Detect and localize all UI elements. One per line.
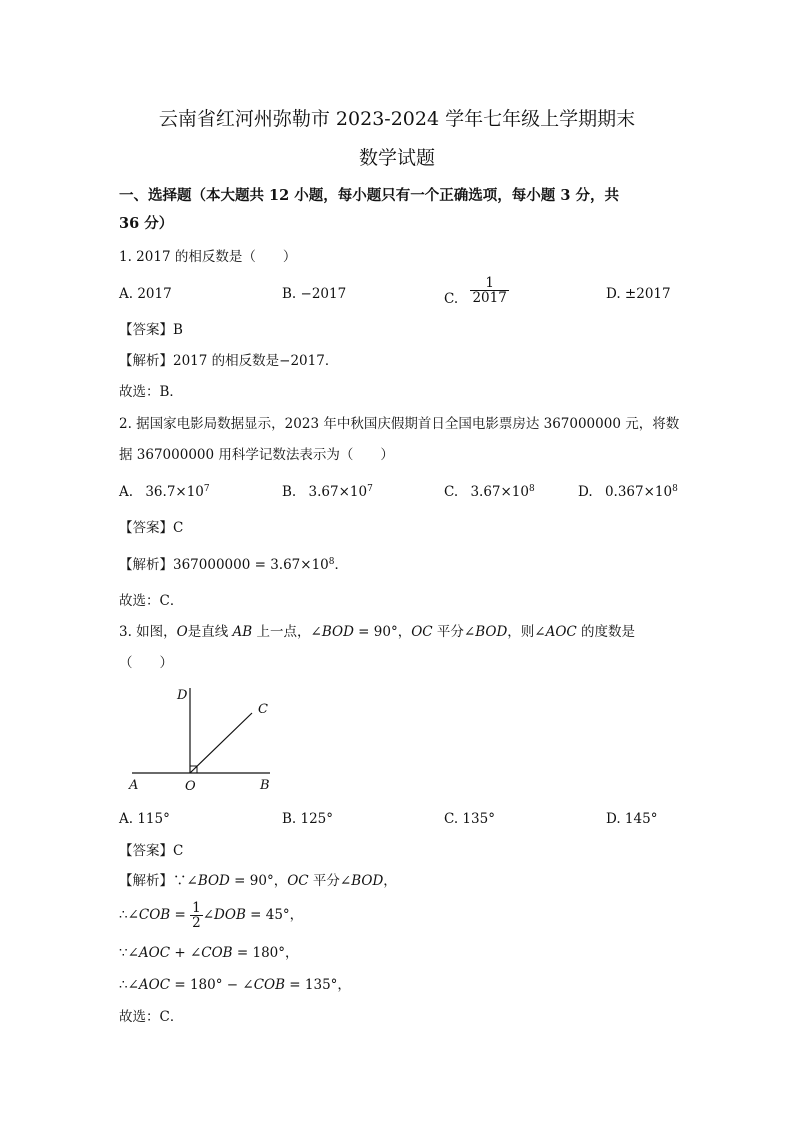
q1-conclusion: 故选：B． (119, 384, 183, 400)
q1-stem: 1. 2017 的相反数是（ ） (119, 249, 297, 265)
q3-analysis-line1 (119, 872, 397, 890)
analysis-text: 平分∠ (308, 873, 352, 889)
q1-option-c-denominator: 2017 (472, 290, 507, 306)
q2-analysis-exponent: 8 (328, 557, 335, 567)
analysis-text: ∴∠ (119, 977, 139, 993)
q2-answer: 【答案】C (119, 520, 184, 536)
q1-analysis: 【解析】2017 的相反数是−2017． (119, 353, 339, 369)
q1-option-d: D. ±2017 (606, 286, 671, 302)
angle-dob: DOB (214, 907, 246, 923)
q2-option-b-label: B. (282, 484, 297, 500)
section-heading-line1: 一、选择题（本大题共 12 小题，每小题只有一个正确选项，每小题 3 分，共 (119, 187, 619, 204)
angle-cob: COB (138, 907, 171, 923)
document-title-line1: 云南省红河州弥勒市 2023-2024 学年七年级上学期期末 (158, 108, 636, 130)
ray-oc (190, 713, 252, 773)
q2-conclusion: 故选：C． (119, 593, 184, 609)
q2-analysis-end: ． (334, 557, 348, 573)
q2-option-a-label: A. (119, 484, 134, 500)
angle-bod: BOD (351, 873, 384, 889)
q3-stem-angle-aoc: AOC (545, 624, 577, 640)
q3-analysis-line2 (119, 900, 303, 930)
q2-option-d-expr: 0.367×10 (604, 484, 673, 500)
angle-aoc: AOC (138, 977, 171, 993)
q3-stem-point-o: O (176, 624, 188, 640)
analysis-text: ∵∠ (119, 945, 139, 961)
q2-option-a (119, 483, 210, 501)
q3-stem-angle-bod: BOD (321, 624, 354, 640)
angle-aoc: AOC (138, 945, 171, 961)
half-fraction (190, 901, 203, 930)
q1-option-b: B. −2017 (282, 286, 347, 302)
q2-option-b (282, 483, 373, 501)
label-a: A (129, 778, 139, 793)
q3-option-b: B. 125° (282, 811, 334, 827)
q2-option-a-expr: 36.7×10 (145, 484, 204, 500)
label-c: C (258, 702, 268, 717)
q3-option-c: C. 135° (444, 811, 495, 827)
analysis-text: = (170, 907, 191, 923)
q2-analysis-expr: 367000000 = 3.67×10 (173, 557, 329, 573)
analysis-text: = 135°， (285, 977, 351, 993)
analysis-text: + ∠ (170, 945, 202, 961)
analysis-text: ∠ (202, 907, 215, 923)
q2-analysis-prefix: 【解析】 (119, 557, 173, 573)
q3-conclusion: 故选：C． (119, 1009, 184, 1025)
analysis-text: = 180° − ∠ (170, 977, 254, 993)
label-d: D (177, 688, 188, 703)
q3-stem-text: = 90°， (353, 624, 412, 640)
q2-option-a-exponent: 7 (203, 484, 210, 494)
q2-option-c-exponent: 8 (529, 484, 535, 494)
q3-stem-ray-oc: OC (411, 624, 433, 640)
label-b: B (260, 778, 270, 793)
q3-stem-text: 是直线 (187, 624, 233, 640)
q3-option-a: A. 115° (119, 811, 170, 827)
q1-option-a: A. 2017 (119, 286, 172, 302)
q1-option-c-label: C. (444, 291, 459, 307)
q2-option-b-expr: 3.67×10 (308, 484, 368, 500)
q2-option-d (578, 483, 678, 501)
q2-option-c-expr: 3.67×10 (470, 484, 529, 500)
angle-cob: COB (253, 977, 286, 993)
analysis-text: = 45°， (245, 907, 304, 923)
q2-stem-line2: 据 367000000 用科学记数法表示为（ ） (119, 447, 394, 463)
q3-stem-text: 3. 如图， (119, 624, 177, 640)
q3-stem-text: 平分∠ (432, 624, 476, 640)
q3-stem-line1 (119, 623, 635, 641)
q3-stem-line2: （ ） (119, 655, 173, 671)
q2-stem-line1: 2. 据国家电影局数据显示，2023 年中秋国庆假期首日全国电影票房达 367000000 元，将数 (119, 416, 680, 432)
q3-stem-text: 的度数是 (576, 624, 636, 640)
q3-stem-line-ab: AB (232, 624, 253, 640)
analysis-text: 【解析】∵∠ (119, 873, 198, 889)
q3-stem-angle-bod: BOD (475, 624, 508, 640)
q3-stem-text: ，则∠ (507, 624, 546, 640)
q2-option-c-label: C. (444, 484, 459, 500)
q2-analysis (119, 556, 348, 574)
q2-option-d-label: D. (578, 484, 593, 500)
fraction-denominator: 2 (192, 915, 201, 931)
analysis-text: ∴∠ (119, 907, 139, 923)
q3-geometry-figure (120, 680, 290, 795)
q1-option-c (444, 276, 509, 305)
q3-option-d: D. 145° (606, 811, 658, 827)
analysis-text: = 90°， (229, 873, 288, 889)
angle-bod: BOD (197, 873, 230, 889)
fraction-numerator: 1 (192, 900, 201, 916)
label-o: O (185, 779, 196, 794)
analysis-text: = 180°， (232, 945, 299, 961)
q3-analysis-line3 (119, 944, 299, 962)
q3-stem-text: 上一点，∠ (252, 624, 322, 640)
angle-cob: COB (201, 945, 233, 961)
ray-oc-name: OC (287, 873, 309, 889)
q3-answer: 【答案】C (119, 843, 184, 859)
q2-option-b-exponent: 7 (367, 484, 373, 494)
q1-option-c-numerator: 1 (470, 276, 508, 291)
q1-answer: 【答案】B (119, 322, 183, 338)
q1-option-c-fraction (470, 276, 508, 305)
q2-option-d-exponent: 8 (672, 484, 678, 494)
analysis-text: ， (383, 873, 397, 889)
q2-option-c (444, 483, 535, 501)
q3-analysis-line4 (119, 976, 351, 994)
section-heading-line2: 36 分） (119, 215, 174, 232)
document-title-line2: 数学试题 (358, 147, 435, 169)
